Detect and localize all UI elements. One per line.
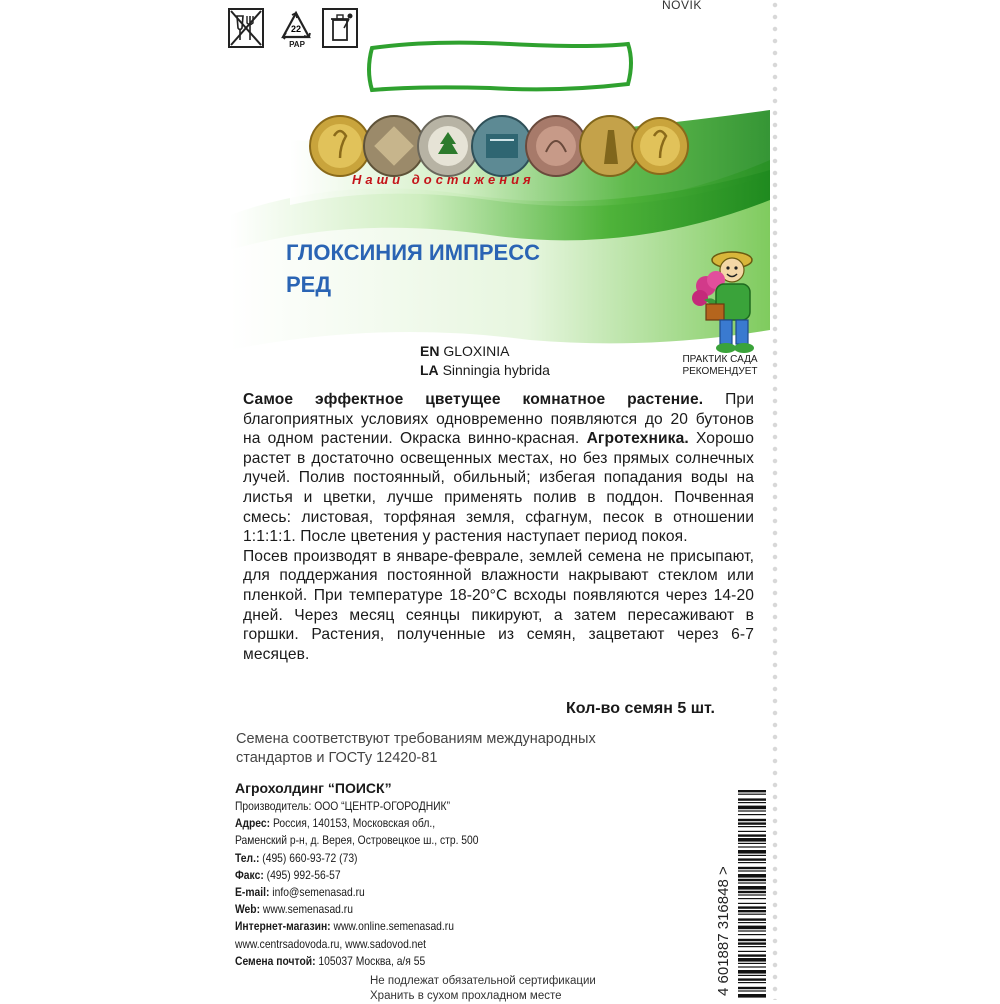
footer-notes: Не подлежат обязательной сертификации Хранить в сухом прохладном месте [370,975,596,1002]
contacts-block: Производитель: ООО “ЦЕНТР-ОГОРОДНИК” Адрес: Россия, 140153, Московская обл., Раменский р-н, д. Верея, Островецкое ш., стр. 500 Тел.: (495) 660-93-72 (73) Факс: (495) 992-56-57 E-mail: info@semenasad.ru Web: www.semenasad.ru Интернет-магазин: www.online.semenasad.ru www.centrsadovoda.ru, www.sadovod.net Семена почтой: 105037 Москва, а/я 55 [235,798,510,970]
barcode-bar [738,963,766,964]
medal-7 [632,118,688,174]
barcode-bar [738,826,766,827]
recycle-label: PAP [289,40,305,49]
mascot-caption: ПРАКТИК САДА РЕКОМЕНДУЕТ [682,354,758,377]
plant-names [420,342,550,380]
description-p2: Хорошо растет в достаточно освещенных местах, но без прямых солнечных лучей. Полив постоянный, обильный; избегая попадания воды на листья и цветки, лучше применять полив в поддон. Почвенная смесь: листовая, торфяная земля, сфагнум, песок в отношении 1:1:1:1. После цветения у растения наступает период покоя. [243,430,755,546]
barcode-bar [738,879,766,881]
barcode-bar [738,982,766,983]
product-subtitle: РЕД [286,272,332,297]
medal-2 [364,116,424,176]
barcode-bar [738,850,766,854]
barcode-bar [738,855,766,856]
address-1: Россия, 140153, Московская обл., [272,816,436,831]
barcode-bar [738,951,766,952]
la-name: Sinningia hybrida [442,362,550,378]
medal-4 [472,116,532,176]
barcode-bar [738,939,766,941]
agrotech-label: Агротехника. [586,430,689,448]
barcode-bar [738,834,766,836]
phone: (495) 660-93-72 (73) [262,850,358,865]
barcode-bar [738,831,766,832]
fax: (495) 992-56-57 [266,867,341,882]
barcode-bar [738,794,766,795]
barcode-bar [738,822,766,824]
gardener-mascot-icon [686,240,770,356]
barcode-number: 4 601887 316848 > [715,866,732,996]
description [243,390,754,664]
barcode-bar [738,886,766,890]
barcode-bar [738,843,766,844]
barcode-bar [738,814,766,815]
barcode-bar [738,978,766,980]
barcode-bar [738,910,766,912]
barcode-bar [738,934,766,935]
barcode-bar [738,954,766,956]
barcode-bar [738,975,766,976]
barcode-bar [738,846,766,847]
barcode-bar [738,870,766,871]
barcode-bar [738,942,766,944]
barcode-bar [738,802,766,803]
shop-2: www.centrsadovoda.ru, www.sadovod.net [235,936,427,951]
barcode-bar [738,903,766,904]
barcode-bar [738,990,766,991]
barcode-bar [738,922,766,923]
barcode-bar [738,970,766,974]
address-2: Раменский р-н, д. Верея, Островецкое ш., стр. 500 [235,833,479,848]
barcode-bar [738,930,766,931]
barcode-bar [738,874,766,878]
mail-address: 105037 Москва, а/я 55 [318,953,426,968]
medal-5 [526,116,586,176]
barcode-bar [738,806,766,810]
barcode-bar [738,819,766,821]
barcode-bar [738,867,766,869]
barcode-bar [738,966,766,967]
barcode-bar [738,858,766,860]
barcode-bar [738,790,766,792]
barcode-bar [738,918,766,920]
description-p1: При благоприятных условиях одновременно появляются до 20 бутонов на одном растении. Окраска винно-красная. [243,391,755,448]
email: info@semenasad.ru [272,885,365,900]
barcode-bar [738,906,766,908]
barcode-bar [738,838,766,842]
barcode-bar [738,958,766,962]
la-prefix: LA [420,362,439,378]
producer: Производитель: ООО “ЦЕНТР-ОГОРОДНИК” [235,799,451,813]
brand-label: NOVIK [662,0,702,12]
medal-3 [418,116,478,176]
svg-text:22: 22 [290,24,302,34]
barcode-bar [738,798,766,800]
en-name: GLOXINIA [443,343,510,359]
standards-note: Семена соответствуют требованиям международных стандартов и ГОСТу 12420-81 [236,731,596,766]
seed-count: Кол-во семян 5 шт. [566,700,715,717]
barcode-bar [738,891,766,893]
medal-1 [310,116,370,176]
barcode-bar [738,898,766,899]
web: www.semenasad.ru [262,902,353,917]
description-p3: Посев производят в январе-феврале, землей семена не присыпают, для поддержания постоянной влажности накрывают стеклом или пленкой. При температуре 18-20°С всходы появляются через 14-20 дней. Через месяц сеянцы пикируют, а затем пересаживают в горшки. Растения, полученные из семян, зацветают через 6-7 месяцев. [243,547,754,663]
barcode-bar [738,926,766,930]
barcode-bar [738,946,766,947]
en-prefix: EN [420,343,440,359]
product-title: ГЛОКСИНИЯ ИМПРЕСС [286,240,541,265]
barcode [715,780,766,1000]
company-name: Агрохолдинг “ПОИСК” [235,780,392,796]
barcode-bar [738,862,766,863]
barcode-bar [738,914,766,915]
achievements-label: Наши достижения [352,172,535,187]
shop-1: www.online.semenasad.ru [333,919,454,934]
perforation-edge [770,0,780,1000]
barcode-bar [738,882,766,883]
barcode-bar [738,994,766,998]
barcode-bar [738,894,766,895]
barcode-bar [738,987,766,989]
description-lead: Самое эффектное цветущее комнатное растение. [243,391,704,408]
barcode-bar [738,810,766,811]
medals-row [308,108,688,182]
